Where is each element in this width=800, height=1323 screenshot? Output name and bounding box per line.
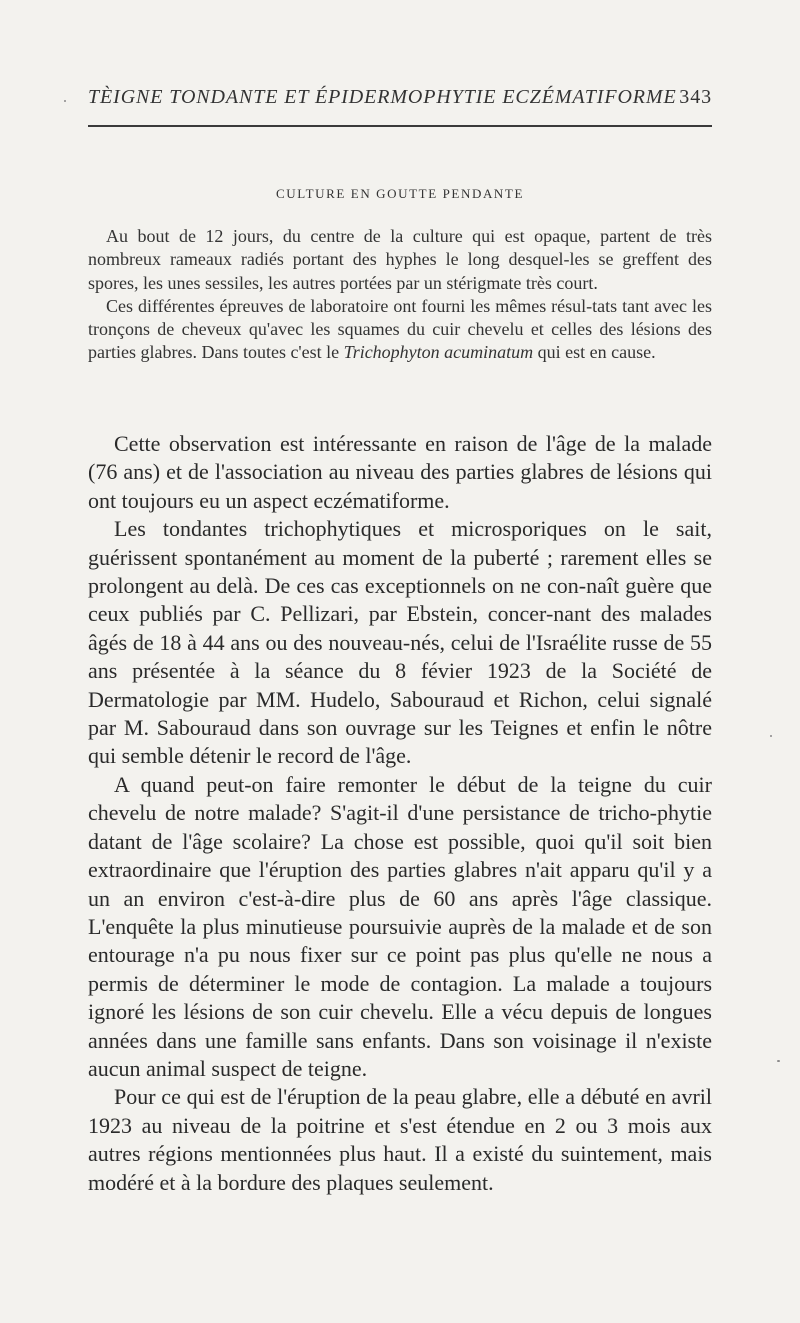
body-paragraph-debut: A quand peut-on faire remonter le début de la teigne du cuir chevelu de notre malade? S'agit-il d'une persistance de tricho-phytie datant de l'âge scolaire? La chose est possible, quoi qu'il soit bien extraordinaire que l'éruption des parties glabres n'ait apparu qu'il y a un an environ c'est-à-dire plus de 60 ans après l'âge classique. L'enquête la plus minutieuse poursuivie auprès de la malade et de son entourage n'a pu nous fixer sur ce point pas plus qu'elle ne nous a permis de déterminer le mode de contagion. La malade a toujours ignoré les lésions de son cuir chevelu. Elle a vécu depuis de longues années dans une famille sans enfants. Dans son voisinage il n'existe aucun animal suspect de teigne. [88,771,712,1081]
body-paragraph-eruption: Pour ce qui est de l'éruption de la peau glabre, elle a débuté en avril 1923 au niveau de la poitrine et s'est étendue en 2 ou 3 mois aux autres régions mentionnées plus haut. Il a existé du suintement, mais modéré et à la bordure des plaques seulement. [88,1084,712,1195]
body-paragraph-observation: Cette observation est intéressante en raison de l'âge de la malade (76 ans) et de l'association au niveau des parties glabres de lésions qui ont toujours eu un aspect eczématiforme. [88,431,712,513]
section-title: CULTURE EN GOUTTE PENDANTE [275,186,525,201]
paper-speck [777,1060,780,1062]
culture-text-block [88,225,712,365]
page-number: 343 [679,86,712,108]
culture-paragraph-2-end: qui est en cause. [537,342,656,363]
body-paragraph-tondantes: Les tondantes trichophytiques et microsporiques on le sait, guérissent spontanément au moment de la puberté ; rarement elles se prolongent au delà. De ces cas exceptionnels on ne con-naît guère que ceux publiés par C. Pellizari, par Ebstein, concer-nant des malades âgés de 18 à 44 ans ou des nouveau-nés, celui de l'Israélite russe de 55 ans présentée à la séance du 8 févier 1923 de la Société de Dermatologie par MM. Hudelo, Sabouraud et Richon, celui signalé par M. Sabouraud dans son ouvrage sur les Teignes et enfin le nôtre qui semble détenir le record de l'âge. [88,516,712,769]
running-title: TÈIGNE TONDANTE ET ÉPIDERMOPHYTIE ECZÉMATIFORME [88,86,677,108]
header-rule [88,125,712,127]
culture-paragraph-1: Au bout de 12 jours, du centre de la culture qui est opaque, partent de très nombreux rameaux radiés portant des hyphes le long desquel-les se greffent des spores, les unes sessiles, les autres portées par un stérigmate très court. [88,226,712,293]
species-name: Trichophyton acuminatum [343,342,534,363]
main-text-block [88,430,712,1197]
culture-paragraph-2-text: Ces différentes épreuves de laboratoire ont fourni les mêmes résul-tats tant avec les tronçons de cheveux qu'avec les squames du cuir chevelu et celles des lésions des parties glabres. Dans toutes c'est le [88,295,712,363]
paper-speck [64,100,66,102]
paper-speck [770,735,772,737]
culture-paragraph-2 [88,295,712,365]
